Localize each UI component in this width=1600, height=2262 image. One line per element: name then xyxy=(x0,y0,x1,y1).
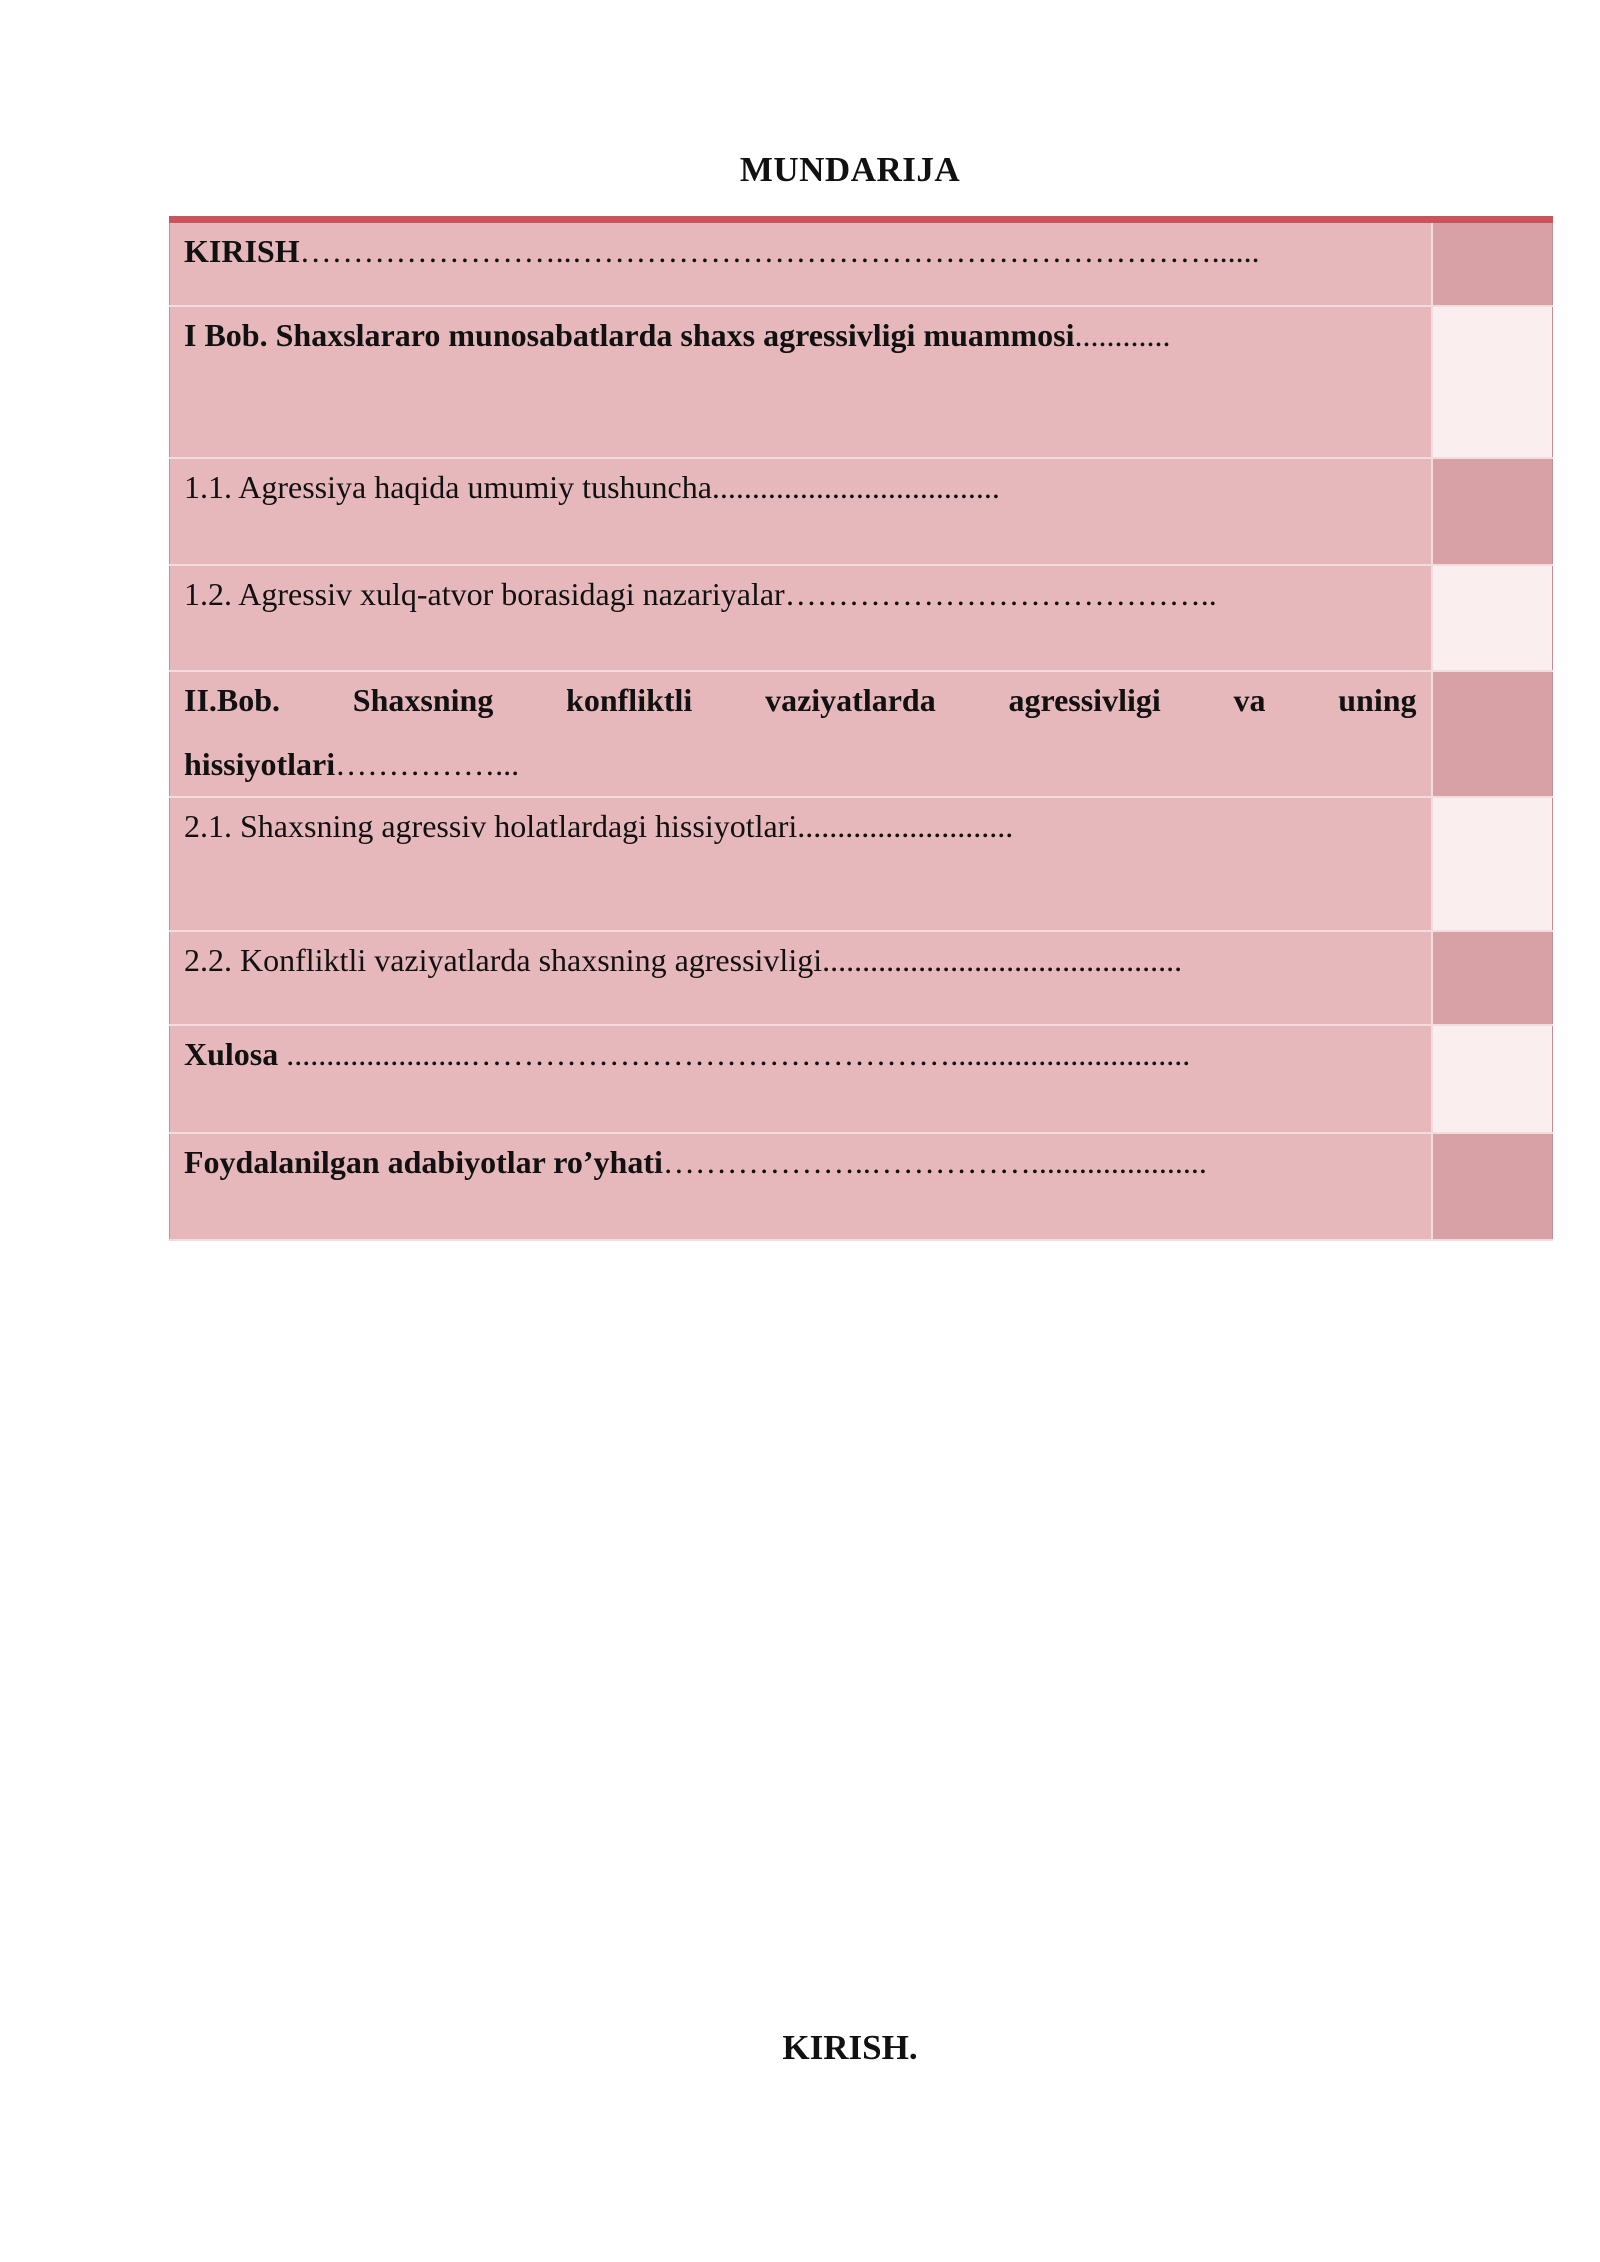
toc-entry-title: KIRISH xyxy=(184,233,300,269)
section-heading: KIRISH. xyxy=(782,2028,918,2067)
toc-entry-title: Foydalanilgan adabiyotlar ro’yhati xyxy=(184,1143,663,1180)
toc-page-cell xyxy=(1432,797,1553,931)
toc-row xyxy=(170,565,1553,671)
toc-entry xyxy=(170,931,1432,1025)
toc-entry xyxy=(170,458,1432,565)
toc-row xyxy=(170,1025,1553,1133)
toc-page-cell xyxy=(1432,220,1553,306)
toc-row xyxy=(170,220,1553,306)
toc-page-cell xyxy=(1432,565,1553,671)
toc-leader-dots: ……………... xyxy=(335,745,520,782)
toc-entry-title: 2.1. Shaxsning agressiv holatlardagi hissiyotlari xyxy=(184,807,798,844)
toc-entry-title-line1: II.Bob. Shaxsning konfliktli vaziyatlarda agressivligi va uning xyxy=(184,681,1417,718)
toc-entry-title: 1.1. Agressiya haqida umumiy tushuncha xyxy=(184,468,712,505)
toc-page-cell xyxy=(1432,671,1553,797)
toc-entry-title: 2.2. Konfliktli vaziyatlarda shaxsning agressivligi xyxy=(184,941,823,978)
toc-leader-dots: ……………………..……………………………………………………...... xyxy=(299,233,1260,269)
toc-leader-dots: ............ xyxy=(1074,316,1171,353)
toc-page-cell xyxy=(1432,1133,1553,1240)
toc-entry xyxy=(170,671,1432,797)
toc-entry xyxy=(170,1133,1432,1240)
toc-leader-dots: ………………………………….. xyxy=(784,575,1217,612)
toc-entry xyxy=(170,565,1432,671)
table-of-contents xyxy=(169,216,1553,1241)
toc-row xyxy=(170,458,1553,565)
toc-entry-title: 1.2. Agressiv xulq-atvor borasidagi nazariyalar xyxy=(184,575,785,612)
toc-leader-dots: ………………..……………...................... xyxy=(662,1143,1207,1180)
toc-entry-title: Xulosa xyxy=(184,1035,279,1072)
toc-page-cell xyxy=(1432,931,1553,1025)
toc-leader-dots: .................................... xyxy=(711,468,1000,505)
toc-page-cell xyxy=(1432,458,1553,565)
toc-row xyxy=(170,671,1553,797)
toc-entry-title: I Bob. Shaxslararo munosabatlarda shaxs agressivligi muammosi xyxy=(184,316,1075,353)
toc-row xyxy=(170,306,1553,458)
toc-entry xyxy=(170,797,1432,931)
toc-entry-title-line2: hissiyotlari xyxy=(184,745,336,782)
toc-row xyxy=(170,1133,1553,1240)
toc-entry xyxy=(170,1025,1432,1133)
toc-row xyxy=(170,931,1553,1025)
toc-leader-dots: ............................................. xyxy=(822,941,1183,978)
toc-page-cell xyxy=(1432,306,1553,458)
toc-leader-dots: ........................... xyxy=(797,807,1014,844)
toc-entry xyxy=(170,220,1432,306)
toc-entry xyxy=(170,306,1432,458)
toc-page-cell xyxy=(1432,1025,1553,1133)
page-title: MUNDARIJA xyxy=(739,150,961,189)
toc-leader-dots: .......................……………………………………….............................. xyxy=(278,1035,1191,1072)
toc-row xyxy=(170,797,1553,931)
